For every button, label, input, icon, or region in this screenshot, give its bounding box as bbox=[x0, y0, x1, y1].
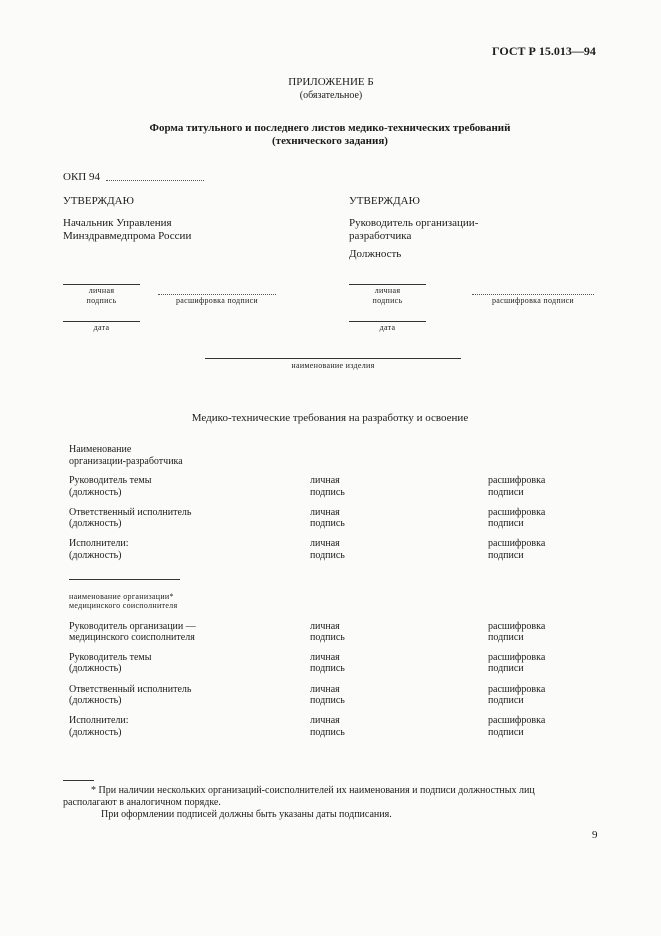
approve-left-sig-line bbox=[63, 284, 140, 285]
footnote-line1: * При наличии нескольких организаций-соисполнителей их наименования и подписи должностных лиц bbox=[91, 785, 535, 796]
form-title-line1: Форма титульного и последнего листов медико-технических требований bbox=[149, 122, 511, 134]
doc-title: Медико-технические требования на разработку и освоение bbox=[191, 412, 469, 424]
standard-number: ГОСТ Р 15.013—94 bbox=[492, 44, 596, 58]
dev-row-position: (должность) bbox=[69, 550, 122, 561]
coexec-row-sig1: личная bbox=[310, 684, 340, 695]
okp-line bbox=[106, 180, 204, 181]
coexec-row-sig1: личная bbox=[310, 715, 340, 726]
dev-row-dec1: расшифровка bbox=[488, 475, 546, 486]
approve-right-decode-line bbox=[472, 294, 594, 295]
coexec-row-role: Руководитель темы bbox=[69, 652, 152, 663]
coexec-row-dec2: подписи bbox=[488, 632, 524, 643]
coexec-row-sig1: личная bbox=[310, 652, 340, 663]
developer-org-line2: организации-разработчика bbox=[69, 456, 183, 467]
dev-row-sig2: подпись bbox=[310, 550, 345, 561]
approve-left-sig-label1: личная bbox=[88, 286, 115, 295]
coexec-row-dec2: подписи bbox=[488, 727, 524, 738]
approve-left-position1: Начальник Управления bbox=[63, 217, 172, 229]
coexec-org-line1: наименование организации* bbox=[69, 592, 174, 601]
form-title-line2: (технического задания) bbox=[272, 135, 388, 147]
coexec-row-sig2: подпись bbox=[310, 695, 345, 706]
approve-right-sig-label2: подпись bbox=[372, 296, 403, 305]
coexec-org-line bbox=[69, 579, 180, 580]
footnote-line2: располагают в аналогичном порядке. bbox=[63, 797, 221, 808]
dev-row-role: Ответственный исполнитель bbox=[69, 507, 192, 518]
dev-row-sig2: подпись bbox=[310, 518, 345, 529]
appendix-type: (обязательное) bbox=[299, 90, 363, 101]
dev-row-sig1: личная bbox=[310, 538, 340, 549]
dev-row-role: Исполнители: bbox=[69, 538, 129, 549]
approve-right-position3: Должность bbox=[349, 248, 402, 260]
approve-left-decode-label: расшифровка подписи bbox=[175, 296, 259, 305]
approve-left-decode-line bbox=[158, 294, 276, 295]
coexec-row-dec1: расшифровка bbox=[488, 715, 546, 726]
coexec-row-position: (должность) bbox=[69, 695, 122, 706]
coexec-row-position: медицинского соисполнителя bbox=[69, 632, 195, 643]
coexec-org-line2: медицинского соисполнителя bbox=[69, 601, 178, 610]
coexec-row-role: Руководитель организации — bbox=[69, 621, 196, 632]
approve-left-position2: Минздравмедпрома России bbox=[63, 230, 192, 242]
approve-left-heading: УТВЕРЖДАЮ bbox=[63, 195, 134, 207]
dev-row-sig1: личная bbox=[310, 507, 340, 518]
coexec-row-dec2: подписи bbox=[488, 663, 524, 674]
coexec-row-role: Ответственный исполнитель bbox=[69, 684, 192, 695]
developer-org-line1: Наименование bbox=[69, 444, 132, 455]
dev-row-dec2: подписи bbox=[488, 518, 524, 529]
approve-right-decode-label: расшифровка подписи bbox=[491, 296, 575, 305]
footnote-rule bbox=[63, 780, 94, 781]
coexec-row-dec2: подписи bbox=[488, 695, 524, 706]
dev-row-sig2: подпись bbox=[310, 487, 345, 498]
approve-right-date-line bbox=[349, 321, 426, 322]
okp-label: ОКП 94 bbox=[63, 171, 100, 183]
coexec-row-dec1: расшифровка bbox=[488, 621, 546, 632]
coexec-row-sig2: подпись bbox=[310, 727, 345, 738]
coexec-row-dec1: расшифровка bbox=[488, 684, 546, 695]
approve-left-date-line bbox=[63, 321, 140, 322]
footnote-line3: При оформлении подписей должны быть указаны даты подписания. bbox=[101, 809, 392, 820]
approve-right-date-label: дата bbox=[379, 323, 396, 332]
approve-right-position2: разработчика bbox=[349, 230, 412, 242]
dev-row-dec2: подписи bbox=[488, 487, 524, 498]
coexec-row-role: Исполнители: bbox=[69, 715, 129, 726]
dev-row-role: Руководитель темы bbox=[69, 475, 152, 486]
approve-right-position1: Руководитель организации- bbox=[349, 217, 479, 229]
coexec-row-sig2: подпись bbox=[310, 632, 345, 643]
coexec-row-sig1: личная bbox=[310, 621, 340, 632]
coexec-row-dec1: расшифровка bbox=[488, 652, 546, 663]
dev-row-dec1: расшифровка bbox=[488, 538, 546, 549]
product-label: наименование изделия bbox=[291, 361, 375, 370]
product-line bbox=[205, 358, 461, 359]
appendix-title: ПРИЛОЖЕНИЕ Б bbox=[288, 76, 374, 88]
dev-row-dec1: расшифровка bbox=[488, 507, 546, 518]
coexec-row-position: (должность) bbox=[69, 727, 122, 738]
coexec-row-sig2: подпись bbox=[310, 663, 345, 674]
dev-row-position: (должность) bbox=[69, 487, 122, 498]
dev-row-dec2: подписи bbox=[488, 550, 524, 561]
approve-right-heading: УТВЕРЖДАЮ bbox=[349, 195, 420, 207]
approve-right-sig-label1: личная bbox=[374, 286, 401, 295]
approve-right-sig-line bbox=[349, 284, 426, 285]
dev-row-position: (должность) bbox=[69, 518, 122, 529]
approve-left-sig-label2: подпись bbox=[86, 296, 117, 305]
coexec-row-position: (должность) bbox=[69, 663, 122, 674]
page-number: 9 bbox=[592, 829, 598, 841]
approve-left-date-label: дата bbox=[93, 323, 110, 332]
dev-row-sig1: личная bbox=[310, 475, 340, 486]
